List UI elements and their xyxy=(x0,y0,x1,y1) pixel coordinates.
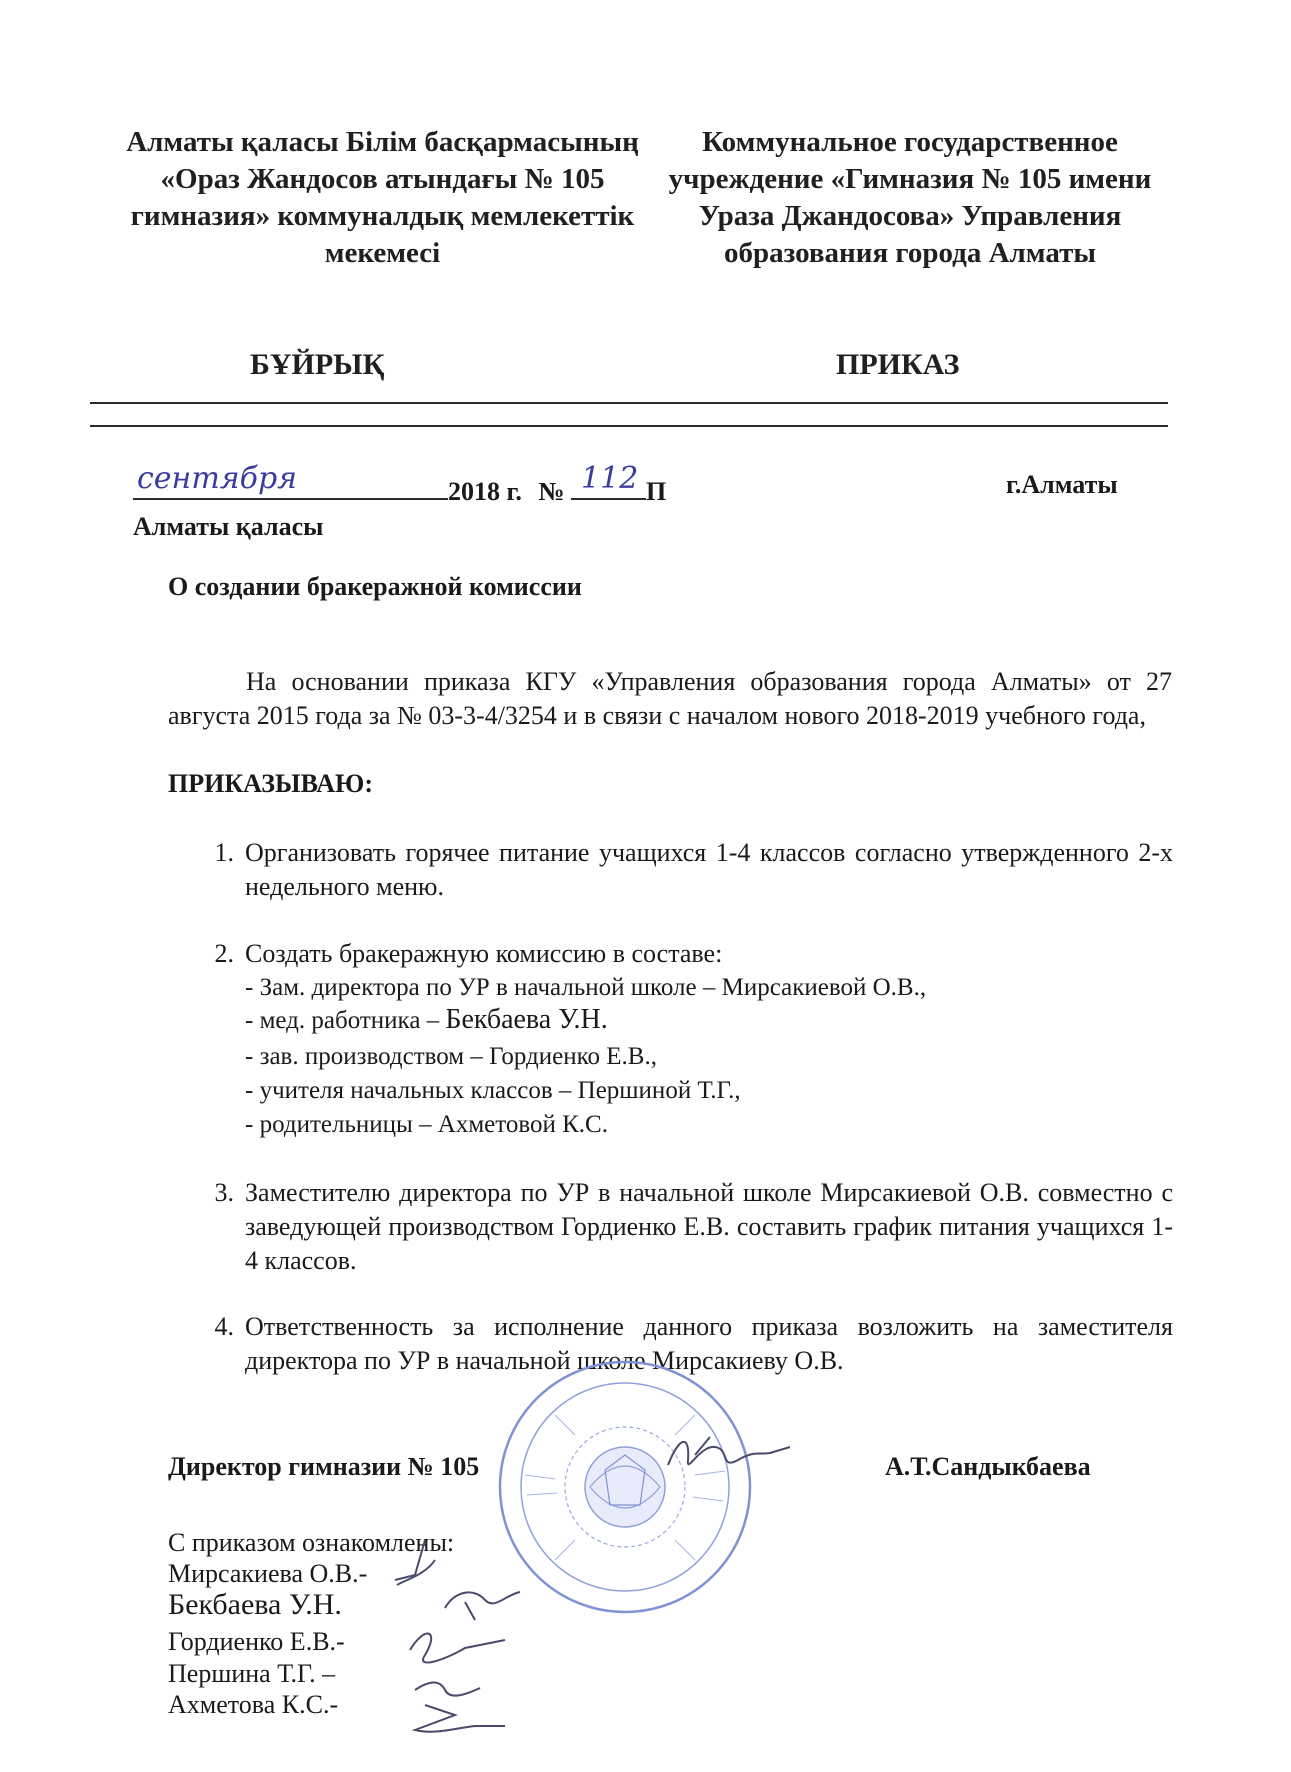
commission-member xyxy=(245,1004,608,1037)
acknowledged-name: Першина Т.Г. – xyxy=(168,1659,336,1688)
item-number: 1. xyxy=(214,838,234,867)
acknowledgement-signatures-icon xyxy=(385,1530,575,1740)
date-blank xyxy=(133,461,448,500)
item-number: 4. xyxy=(214,1312,234,1341)
order-year: 2018 г. xyxy=(448,477,522,506)
header-ru: Коммунальное государственное учреждение «Гимназия № 105 имени Ураза Джандосова» Управления образования города Алматы xyxy=(668,126,1152,269)
commission-member: - учителя начальных классов – Першиной Т.Г., xyxy=(245,1077,741,1104)
director-signature-icon xyxy=(660,1425,800,1485)
title-ru: ПРИКАЗ xyxy=(836,348,960,381)
order-meta-line xyxy=(133,461,1173,506)
acknowledged-name: Бекбаева У.Н. xyxy=(168,1588,342,1621)
order-number-label: № xyxy=(538,477,565,506)
city-ru: г.Алматы xyxy=(1006,470,1118,499)
title-kz: БҰЙРЫҚ xyxy=(250,348,385,381)
item-number: 2. xyxy=(214,939,234,968)
commission-member: - зав. производством – Гордиенко Е.В., xyxy=(245,1043,657,1070)
acknowledged-name: Гордиенко Е.В.- xyxy=(168,1627,345,1656)
acknowledged-name: Мирсакиева О.В.- xyxy=(168,1559,368,1588)
acknowledged-name: Ахметова К.С.- xyxy=(168,1690,339,1719)
commission-name: Бекбаева У.Н. xyxy=(445,1004,608,1035)
header-rule-bottom xyxy=(90,425,1168,427)
item-text: Организовать горячее питание учащихся 1-4 классов согласно утвержденного 2-х недельного меню. xyxy=(245,838,1173,901)
item-number: 3. xyxy=(214,1178,234,1207)
item-text: Заместителю директора по УР в начальной школе Мирсакиевой О.В. совместно с заведующей производством Гордиенко Е.В. составить график питания учащихся 1-4 классов. xyxy=(245,1178,1173,1275)
city-kz: Алматы қаласы xyxy=(133,512,324,541)
item-text: Ответственность за исполнение данного приказа возложить на заместителя директора по УР в начальной школе Мирсакиеву О.В. xyxy=(245,1312,1173,1375)
order-word: ПРИКАЗЫВАЮ: xyxy=(168,769,373,798)
commission-member: - Зам. директора по УР в начальной школе – Мирсакиевой О.В., xyxy=(245,974,927,1001)
signature-position: Директор гимназии № 105 xyxy=(168,1452,480,1481)
header-rule-top xyxy=(90,402,1168,404)
order-subject: О создании бракеражной комиссии xyxy=(168,572,582,601)
number-handwritten: 112 xyxy=(581,461,639,496)
date-handwritten: сентября xyxy=(137,461,298,496)
number-suffix: П xyxy=(646,477,667,506)
preamble: На основании приказа КГУ «Управления образования города Алматы» от 27 августа 2015 года за № 03-3-4/3254 и в связи с началом нового 2018-2019 учебного года, xyxy=(168,667,1172,730)
header-kz: Алматы қаласы Білім басқармасының «Ораз Жандосов атындағы № 105 гимназия» коммуналдық мемлекеттік мекемесі xyxy=(126,126,639,269)
acknowledged-label: С приказом ознакомлены: xyxy=(168,1528,455,1557)
commission-role: - мед. работника – xyxy=(245,1007,446,1034)
item-text: Создать бракеражную комиссию в составе: xyxy=(245,939,723,968)
number-blank xyxy=(571,461,646,500)
signature-name: А.Т.Сандыкбаева xyxy=(885,1452,1091,1481)
commission-member: - родительницы – Ахметовой К.С. xyxy=(245,1111,608,1138)
